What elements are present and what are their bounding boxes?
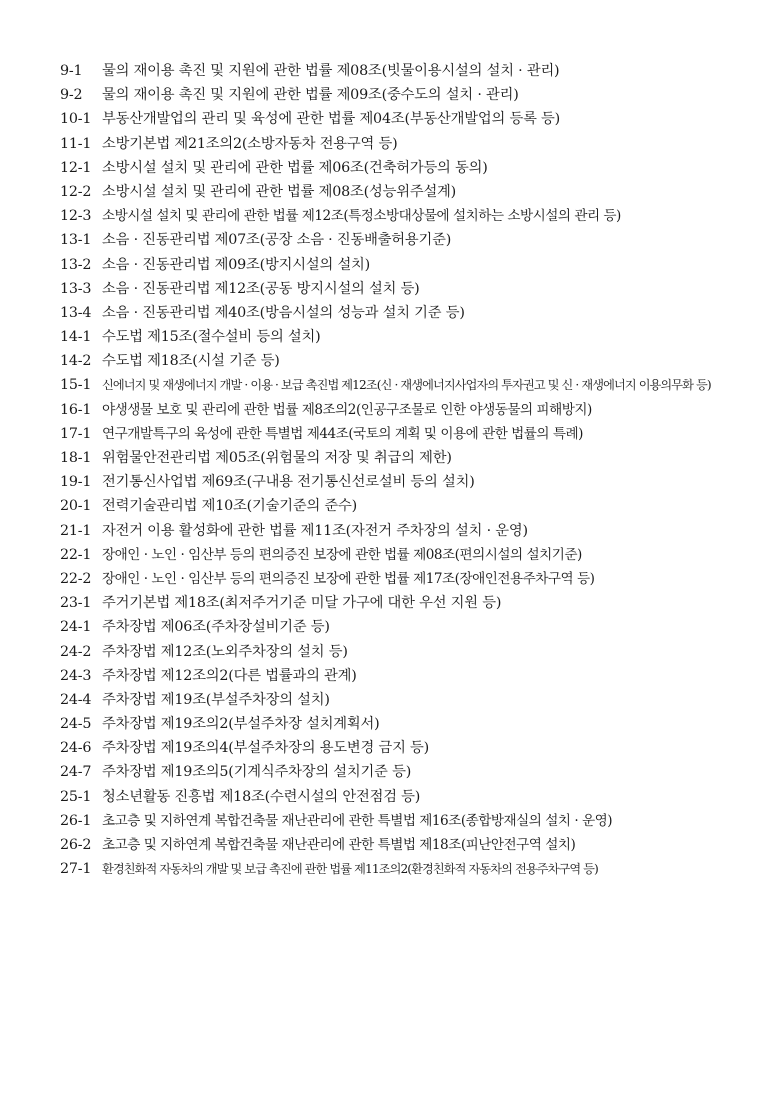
item-number: 21-1	[60, 522, 92, 539]
item-text: 전력기술관리법 제10조(기술기준의 준수)	[102, 498, 358, 515]
item-number: 13-3	[60, 280, 92, 297]
item-number: 24-3	[60, 667, 92, 684]
item-text: 주차장법 제19조의4(부설주차장의 용도변경 금지 등)	[102, 740, 430, 757]
item-number: 24-5	[60, 716, 92, 733]
list-item	[60, 688, 720, 712]
item-number: 24-2	[60, 643, 92, 660]
item-text: 소방기본법 제21조의2(소방자동차 전용구역 등)	[102, 135, 398, 152]
item-text: 소음 · 진동관리법 제40조(방음시설의 성능과 설치 기준 등)	[102, 304, 465, 321]
item-text: 물의 재이용 촉진 및 지원에 관한 법률 제08조(빗물이용시설의 설치 · 관리)	[102, 63, 560, 79]
item-number: 9-1	[60, 63, 83, 79]
list-item	[60, 59, 720, 83]
item-text: 주차장법 제19조의2(부설주차장 설치계획서)	[102, 716, 380, 733]
list-item	[60, 325, 720, 349]
item-text: 소방시설 설치 및 관리에 관한 법률 제06조(건축허가등의 동의)	[102, 159, 488, 176]
item-number: 12-1	[60, 159, 92, 176]
list-item	[60, 253, 720, 277]
item-text: 연구개발특구의 육성에 관한 특별법 제44조(국토의 계획 및 이용에 관한 법률의 특례)	[102, 425, 583, 442]
list-item	[60, 83, 720, 107]
item-text: 신에너지 및 재생에너지 개발 · 이용 · 보급 촉진법 제12조(신 · 재생에너지사업자의 투자권고 및 신 · 재생에너지 이용의무화 등)	[102, 378, 711, 393]
list-item	[60, 760, 720, 784]
item-text: 위험물안전관리법 제05조(위험물의 저장 및 취급의 제한)	[102, 450, 452, 466]
list-item	[60, 567, 720, 591]
item-text: 장애인 · 노인 · 임산부 등의 편의증진 보장에 관한 법률 제08조(편의시설의 설치기준)	[102, 546, 582, 563]
item-number: 24-7	[60, 764, 92, 781]
list-item	[60, 857, 720, 881]
item-number: 27-1	[60, 861, 92, 878]
law-reference-list	[60, 59, 720, 881]
list-item	[60, 422, 720, 446]
list-item	[60, 591, 720, 615]
item-number: 14-1	[60, 329, 92, 346]
list-item	[60, 446, 720, 470]
list-item	[60, 519, 720, 543]
item-number: 15-1	[60, 377, 92, 394]
list-item	[60, 809, 720, 833]
list-item	[60, 349, 720, 373]
item-text: 물의 재이용 촉진 및 지원에 관한 법률 제09조(중수도의 설치 · 관리)	[102, 87, 519, 104]
item-text: 주차장법 제19조의5(기계식주차장의 설치기준 등)	[102, 764, 412, 781]
item-text: 장애인 · 노인 · 임산부 등의 편의증진 보장에 관한 법률 제17조(장애인전용주차구역 등)	[102, 570, 595, 587]
item-number: 9-2	[60, 87, 83, 104]
list-item	[60, 640, 720, 664]
list-item	[60, 301, 720, 325]
list-item	[60, 373, 720, 397]
item-text: 주차장법 제12조의2(다른 법률과의 관계)	[102, 667, 357, 684]
item-number: 16-1	[60, 401, 92, 418]
list-item	[60, 736, 720, 760]
item-number: 23-1	[60, 595, 92, 612]
item-number: 12-2	[60, 183, 92, 200]
item-number: 14-2	[60, 353, 92, 370]
list-item	[60, 470, 720, 494]
list-item	[60, 398, 720, 422]
item-number: 18-1	[60, 450, 92, 466]
item-number: 22-2	[60, 570, 92, 587]
list-item	[60, 107, 720, 131]
list-item	[60, 204, 720, 228]
item-text: 소방시설 설치 및 관리에 관한 법률 제08조(성능위주설계)	[102, 183, 457, 200]
item-text: 주거기본법 제18조(최저주거기준 미달 가구에 대한 우선 지원 등)	[102, 595, 502, 612]
item-number: 24-1	[60, 619, 92, 636]
item-number: 10-1	[60, 111, 92, 128]
item-number: 26-2	[60, 837, 92, 853]
list-item	[60, 132, 720, 156]
item-number: 24-4	[60, 691, 92, 708]
list-item	[60, 156, 720, 180]
item-text: 초고층 및 지하연계 복합건축물 재난관리에 관한 특별법 제16조(종합방재실의 설치 · 운영)	[102, 812, 613, 829]
item-text: 초고층 및 지하연계 복합건축물 재난관리에 관한 특별법 제18조(피난안전구역 설치)	[102, 837, 576, 853]
item-text: 주차장법 제12조(노외주차장의 설치 등)	[102, 643, 348, 660]
item-number: 26-1	[60, 812, 92, 829]
list-item	[60, 785, 720, 809]
item-number: 11-1	[60, 135, 92, 152]
list-item	[60, 712, 720, 736]
item-text: 청소년활동 진흥법 제18조(수련시설의 안전점검 등)	[102, 788, 421, 805]
item-number: 13-1	[60, 232, 92, 249]
item-text: 수도법 제18조(시설 기준 등)	[102, 353, 280, 370]
item-text: 야생생물 보호 및 관리에 관한 법률 제8조의2(인공구조물로 인한 야생동물의 피해방지)	[102, 401, 592, 418]
item-number: 13-4	[60, 304, 92, 321]
item-text: 주차장법 제06조(주차장설비기준 등)	[102, 619, 330, 636]
list-item	[60, 180, 720, 204]
item-text: 자전거 이용 활성화에 관한 법률 제11조(자전거 주차장의 설치 · 운영)	[102, 522, 528, 539]
item-number: 25-1	[60, 788, 92, 805]
item-number: 24-6	[60, 740, 92, 757]
list-item	[60, 494, 720, 518]
item-number: 22-1	[60, 546, 92, 563]
list-item	[60, 277, 720, 301]
item-text: 주차장법 제19조(부설주차장의 설치)	[102, 691, 330, 708]
list-item	[60, 543, 720, 567]
item-text: 수도법 제15조(절수설비 등의 설치)	[102, 329, 321, 346]
item-number: 20-1	[60, 498, 92, 515]
list-item	[60, 664, 720, 688]
item-number: 17-1	[60, 425, 92, 442]
item-text: 소음 · 진동관리법 제09조(방지시설의 설치)	[102, 256, 371, 273]
item-text: 소음 · 진동관리법 제07조(공장 소음 · 진동배출허용기준)	[102, 232, 452, 249]
item-number: 19-1	[60, 474, 92, 491]
item-number: 12-3	[60, 208, 92, 225]
list-item	[60, 615, 720, 639]
item-text: 소방시설 설치 및 관리에 관한 법률 제12조(특정소방대상물에 설치하는 소방시설의 관리 등)	[102, 208, 621, 225]
list-item	[60, 228, 720, 252]
item-text: 환경친화적 자동차의 개발 및 보급 촉진에 관한 법률 제11조의2(환경친화적 자동차의 전용주차구역 등)	[102, 862, 598, 877]
item-number: 13-2	[60, 256, 92, 273]
item-text: 소음 · 진동관리법 제12조(공동 방지시설의 설치 등)	[102, 280, 420, 297]
item-text: 부동산개발업의 관리 및 육성에 관한 법률 제04조(부동산개발업의 등록 등)	[102, 111, 561, 128]
item-text: 전기통신사업법 제69조(구내용 전기통신선로설비 등의 설치)	[102, 474, 475, 491]
list-item	[60, 833, 720, 857]
